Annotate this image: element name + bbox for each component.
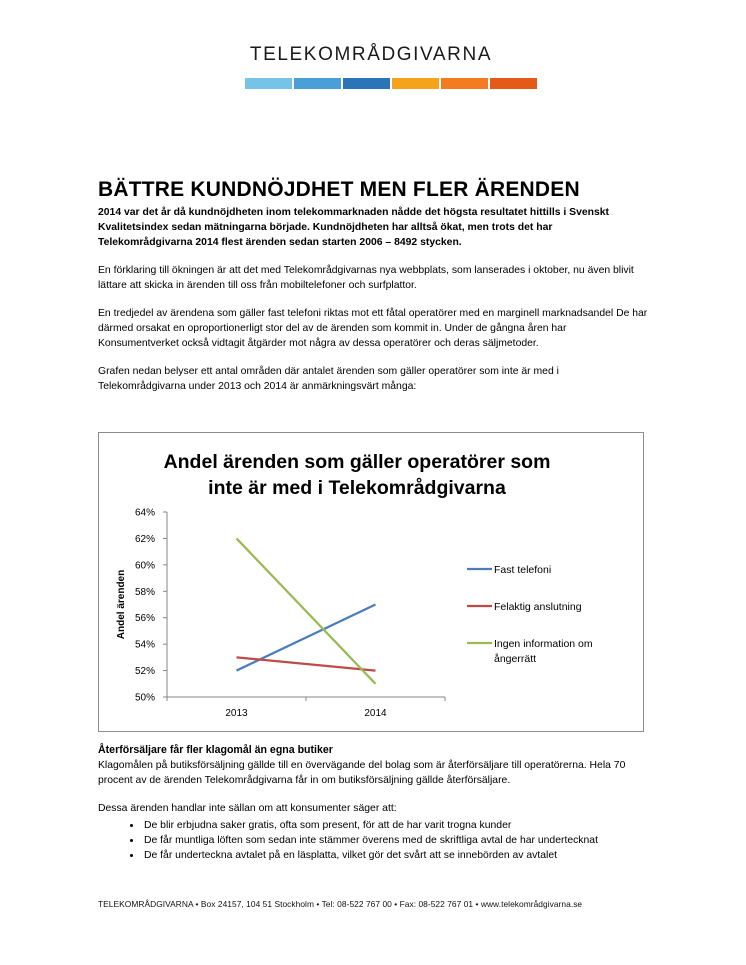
chart-title-line: inte är med i Telekområdgivarna [208,477,506,499]
x-tick-label: 2014 [364,708,387,719]
list-item: • De blir erbjudna saker gratis, ofta som present, för att de har varit trogna kunder [142,818,658,833]
y-tick-label: 56% [134,613,155,625]
article [98,178,648,394]
series-line [237,657,376,670]
series-line [237,538,376,683]
article-paragraph: Grafen nedan belyser ett antal områden där antalet ärenden som gäller operatörer som inte är med i Telekområdgivarna under 2013 och 2014 är anmärkningsvärt många: [98,366,559,392]
logo-color-bar [245,78,537,89]
y-tick-label: 54% [134,639,155,651]
page-footer: TELEKOMRÅDGIVARNA • Box 24157, 104 51 Stockholm • Tel: 08-522 767 00 • Fax: 08-522 767 01 • www.telekområdgivarna.se [98,899,583,909]
bullet-list [98,818,658,863]
logo-bar-segment [294,78,341,89]
legend-label: Fast telefoni [494,564,552,576]
article-title: BÄTTRE KUNDNÖJDHET MEN FLER ÄRENDEN [98,178,580,201]
logo-bar-segment [245,78,292,89]
legend-label: Felaktig anslutning [494,601,582,613]
chart-title-line: Andel ärenden som gäller operatörer som [163,451,551,473]
list-item: • De får underteckna avtalet på en läsplatta, vilket gör det svårt att se innebörden av avtalet [142,848,658,863]
logo-wordmark: TELEKOMRÅDGIVARNA [249,44,493,65]
y-tick-label: 62% [134,533,155,545]
legend-label: Ingen information om [494,638,593,650]
x-tick-label: 2013 [225,708,248,719]
bullet-intro: Dessa ärenden handlar inte sällan om att konsumenter säger att: [98,803,397,814]
list-item: • De får muntliga löften som sedan inte stämmer överens med de skriftliga avtal de har undertecknat [142,833,658,848]
y-tick-label: 50% [134,692,155,704]
retailer-section [98,743,658,863]
article-lead: 2014 var det år då kundnöjdheten inom telekommarknaden nådde det högsta resultatet hittills i Svenskt Kvalitetsindex sedan mätningarna började. Kundnöjdheten har alltså ökat, men trots det har Telekområdgivarna 2014 flest ärenden sedan starten 2006 – 8492 stycken. [98,207,610,248]
y-axis-title: Andel ärenden [116,569,127,640]
logo-bar-segment [441,78,488,89]
y-tick-label: 52% [134,666,155,678]
article-paragraph: En förklaring till ökningen är att det med Telekområdgivarnas nya webbplats, som lanserades i oktober, nu även blivit lättare att skicka in ärenden till oss från mobiltelefoner och surfplattor. [98,265,634,291]
line-chart [98,432,644,732]
article-paragraph: En tredjedel av ärendena som gäller fast telefoni riktas mot ett fåtal operatörer med en marginell marknadsandel De har därmed orsakat en oproportionerligt stor del av de ärenden som kommit in. Under de gångna åren har Konsumentverket också vidtagit åtgärder mot några av dessa operatörer och deras säljmetoder. [98,308,648,349]
logo-bar-segment [490,78,537,89]
section-heading: Återförsäljare får fler klagomål än egna butiker [98,744,333,756]
legend-label: ångerrätt [494,653,537,665]
logo-bar-segment [343,78,390,89]
chart-svg [99,433,643,731]
y-tick-label: 60% [134,560,155,572]
y-tick-label: 64% [134,507,155,519]
section-paragraph: Klagomålen på butiksförsäljning gällde till en övervägande del bolag som är återförsäljare till operatörerna. Hela 70 procent av de ärenden Telekområdgivarna får in om butiksförsäljning gällde återförsäljare. [98,760,626,786]
logo-bar-segment [392,78,439,89]
y-tick-label: 58% [134,586,155,598]
